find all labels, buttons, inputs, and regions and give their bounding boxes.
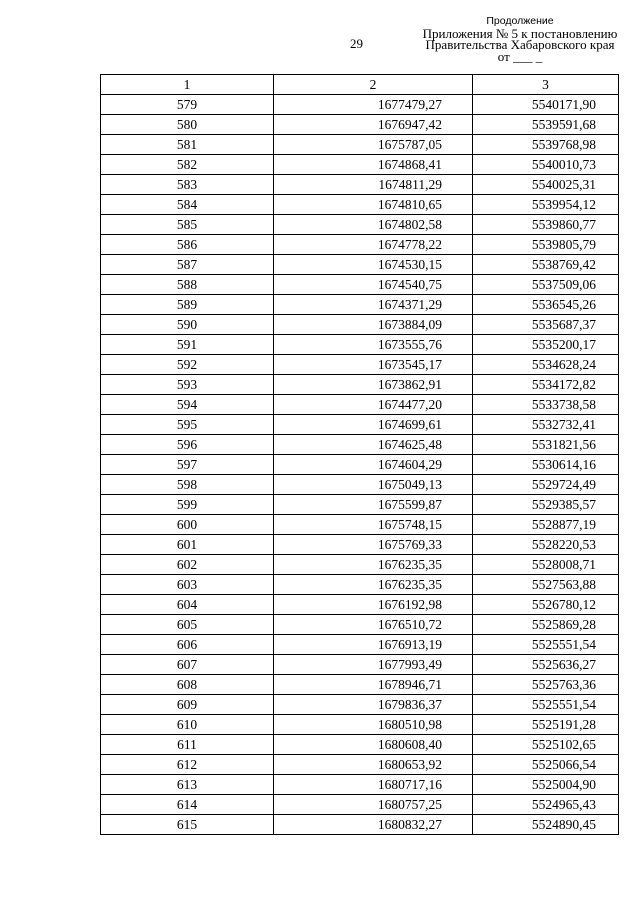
x-coordinate-cell: 1676235,35 xyxy=(274,575,473,595)
y-coordinate-cell: 5534172,82 xyxy=(473,375,619,395)
point-number-cell: 591 xyxy=(101,335,274,355)
y-coordinate-cell: 5535200,17 xyxy=(473,335,619,355)
x-coordinate-cell: 1674604,29 xyxy=(274,455,473,475)
y-coordinate-cell: 5525066,54 xyxy=(473,755,619,775)
y-coordinate-cell: 5526780,12 xyxy=(473,595,619,615)
y-coordinate-cell: 5533738,58 xyxy=(473,395,619,415)
y-coordinate-cell: 5539860,77 xyxy=(473,215,619,235)
point-number-cell: 612 xyxy=(101,755,274,775)
table-row xyxy=(101,535,619,555)
y-coordinate-cell: 5540010,73 xyxy=(473,155,619,175)
point-number-cell: 611 xyxy=(101,735,274,755)
table-row xyxy=(101,135,619,155)
y-coordinate-cell: 5528008,71 xyxy=(473,555,619,575)
y-coordinate-cell: 5539768,98 xyxy=(473,135,619,155)
table-row xyxy=(101,655,619,675)
y-coordinate-cell: 5525551,54 xyxy=(473,695,619,715)
point-number-cell: 606 xyxy=(101,635,274,655)
y-coordinate-cell: 5528220,53 xyxy=(473,535,619,555)
x-coordinate-cell: 1674699,61 xyxy=(274,415,473,435)
x-coordinate-cell: 1674868,41 xyxy=(274,155,473,175)
table-row xyxy=(101,575,619,595)
column-header: 3 xyxy=(473,75,619,95)
x-coordinate-cell: 1673545,17 xyxy=(274,355,473,375)
x-coordinate-cell: 1674371,29 xyxy=(274,295,473,315)
point-number-cell: 604 xyxy=(101,595,274,615)
point-number-cell: 581 xyxy=(101,135,274,155)
x-coordinate-cell: 1674530,15 xyxy=(274,255,473,275)
point-number-cell: 601 xyxy=(101,535,274,555)
table-row xyxy=(101,195,619,215)
point-number-cell: 588 xyxy=(101,275,274,295)
y-coordinate-cell: 5531821,56 xyxy=(473,435,619,455)
appendix-header xyxy=(420,16,620,62)
x-coordinate-cell: 1675049,13 xyxy=(274,475,473,495)
point-number-cell: 609 xyxy=(101,695,274,715)
coordinates-table xyxy=(100,74,619,835)
x-coordinate-cell: 1674477,20 xyxy=(274,395,473,415)
point-number-cell: 610 xyxy=(101,715,274,735)
point-number-cell: 595 xyxy=(101,415,274,435)
table-row xyxy=(101,495,619,515)
y-coordinate-cell: 5536545,26 xyxy=(473,295,619,315)
point-number-cell: 589 xyxy=(101,295,274,315)
table-row xyxy=(101,375,619,395)
x-coordinate-cell: 1676192,98 xyxy=(274,595,473,615)
x-coordinate-cell: 1676235,35 xyxy=(274,555,473,575)
x-coordinate-cell: 1680757,25 xyxy=(274,795,473,815)
x-coordinate-cell: 1673862,91 xyxy=(274,375,473,395)
table-row xyxy=(101,235,619,255)
x-coordinate-cell: 1680832,27 xyxy=(274,815,473,835)
y-coordinate-cell: 5530614,16 xyxy=(473,455,619,475)
y-coordinate-cell: 5535687,37 xyxy=(473,315,619,335)
table-row xyxy=(101,415,619,435)
x-coordinate-cell: 1678946,71 xyxy=(274,675,473,695)
point-number-cell: 584 xyxy=(101,195,274,215)
x-coordinate-cell: 1674810,65 xyxy=(274,195,473,215)
table-row xyxy=(101,155,619,175)
table-row xyxy=(101,335,619,355)
x-coordinate-cell: 1675787,05 xyxy=(274,135,473,155)
point-number-cell: 607 xyxy=(101,655,274,675)
y-coordinate-cell: 5525551,54 xyxy=(473,635,619,655)
y-coordinate-cell: 5525869,28 xyxy=(473,615,619,635)
y-coordinate-cell: 5525102,65 xyxy=(473,735,619,755)
x-coordinate-cell: 1675748,15 xyxy=(274,515,473,535)
point-number-cell: 598 xyxy=(101,475,274,495)
table-row xyxy=(101,635,619,655)
y-coordinate-cell: 5539805,79 xyxy=(473,235,619,255)
table-row xyxy=(101,515,619,535)
table-row xyxy=(101,275,619,295)
y-coordinate-cell: 5529385,57 xyxy=(473,495,619,515)
y-coordinate-cell: 5525004,90 xyxy=(473,775,619,795)
point-number-cell: 602 xyxy=(101,555,274,575)
y-coordinate-cell: 5539954,12 xyxy=(473,195,619,215)
point-number-cell: 613 xyxy=(101,775,274,795)
point-number-cell: 592 xyxy=(101,355,274,375)
point-number-cell: 579 xyxy=(101,95,274,115)
header-line-1: Приложения № 5 к постановлению xyxy=(422,25,618,41)
point-number-cell: 585 xyxy=(101,215,274,235)
x-coordinate-cell: 1674778,22 xyxy=(274,235,473,255)
point-number-cell: 582 xyxy=(101,155,274,175)
y-coordinate-cell: 5525191,28 xyxy=(473,715,619,735)
point-number-cell: 600 xyxy=(101,515,274,535)
point-number-cell: 594 xyxy=(101,395,274,415)
point-number-cell: 583 xyxy=(101,175,274,195)
table-row xyxy=(101,695,619,715)
table-row xyxy=(101,315,619,335)
x-coordinate-cell: 1679836,37 xyxy=(274,695,473,715)
y-coordinate-cell: 5537509,06 xyxy=(473,275,619,295)
table-row xyxy=(101,435,619,455)
x-coordinate-cell: 1677479,27 xyxy=(274,95,473,115)
table-row xyxy=(101,775,619,795)
x-coordinate-cell: 1676947,42 xyxy=(274,115,473,135)
point-number-cell: 614 xyxy=(101,795,274,815)
point-number-cell: 587 xyxy=(101,255,274,275)
y-coordinate-cell: 5528877,19 xyxy=(473,515,619,535)
y-coordinate-cell: 5532732,41 xyxy=(473,415,619,435)
table-row xyxy=(101,475,619,495)
table-row xyxy=(101,215,619,235)
point-number-cell: 593 xyxy=(101,375,274,395)
table-row xyxy=(101,95,619,115)
table-row xyxy=(101,815,619,835)
table-row xyxy=(101,735,619,755)
x-coordinate-cell: 1680608,40 xyxy=(274,735,473,755)
y-coordinate-cell: 5538769,42 xyxy=(473,255,619,275)
table-row xyxy=(101,615,619,635)
table-row xyxy=(101,795,619,815)
point-number-cell: 605 xyxy=(101,615,274,635)
table-row xyxy=(101,175,619,195)
y-coordinate-cell: 5524890,45 xyxy=(473,815,619,835)
y-coordinate-cell: 5524965,43 xyxy=(473,795,619,815)
table-row xyxy=(101,555,619,575)
point-number-cell: 596 xyxy=(101,435,274,455)
x-coordinate-cell: 1680653,92 xyxy=(274,755,473,775)
point-number-cell: 580 xyxy=(101,115,274,135)
y-coordinate-cell: 5539591,68 xyxy=(473,115,619,135)
table-row xyxy=(101,295,619,315)
table-row xyxy=(101,675,619,695)
x-coordinate-cell: 1673555,76 xyxy=(274,335,473,355)
y-coordinate-cell: 5540171,90 xyxy=(473,95,619,115)
x-coordinate-cell: 1676913,19 xyxy=(274,635,473,655)
point-number-cell: 597 xyxy=(101,455,274,475)
table-row xyxy=(101,115,619,135)
point-number-cell: 603 xyxy=(101,575,274,595)
point-number-cell: 590 xyxy=(101,315,274,335)
x-coordinate-cell: 1674811,29 xyxy=(274,175,473,195)
x-coordinate-cell: 1673884,09 xyxy=(274,315,473,335)
point-number-cell: 615 xyxy=(101,815,274,835)
x-coordinate-cell: 1676510,72 xyxy=(274,615,473,635)
header-line-2: Правительства Хабаровского края xyxy=(425,37,615,52)
table-row xyxy=(101,715,619,735)
table-row xyxy=(101,255,619,275)
table-header-row xyxy=(101,75,619,95)
table-row xyxy=(101,395,619,415)
table-row xyxy=(101,355,619,375)
header-continued: Продолжение xyxy=(486,15,554,27)
x-coordinate-cell: 1674625,48 xyxy=(274,435,473,455)
header-line-3: от ___ _ xyxy=(497,48,543,64)
x-coordinate-cell: 1675769,33 xyxy=(274,535,473,555)
column-header: 2 xyxy=(274,75,473,95)
y-coordinate-cell: 5527563,88 xyxy=(473,575,619,595)
y-coordinate-cell: 5525636,27 xyxy=(473,655,619,675)
x-coordinate-cell: 1680717,16 xyxy=(274,775,473,795)
y-coordinate-cell: 5529724,49 xyxy=(473,475,619,495)
y-coordinate-cell: 5525763,36 xyxy=(473,675,619,695)
point-number-cell: 599 xyxy=(101,495,274,515)
table-row xyxy=(101,595,619,615)
y-coordinate-cell: 5534628,24 xyxy=(473,355,619,375)
x-coordinate-cell: 1680510,98 xyxy=(274,715,473,735)
column-header: 1 xyxy=(101,75,274,95)
x-coordinate-cell: 1674540,75 xyxy=(274,275,473,295)
table-row xyxy=(101,755,619,775)
y-coordinate-cell: 5540025,31 xyxy=(473,175,619,195)
point-number-cell: 608 xyxy=(101,675,274,695)
table-row xyxy=(101,455,619,475)
point-number-cell: 586 xyxy=(101,235,274,255)
x-coordinate-cell: 1677993,49 xyxy=(274,655,473,675)
x-coordinate-cell: 1675599,87 xyxy=(274,495,473,515)
x-coordinate-cell: 1674802,58 xyxy=(274,215,473,235)
page-number: 29 xyxy=(350,36,363,51)
